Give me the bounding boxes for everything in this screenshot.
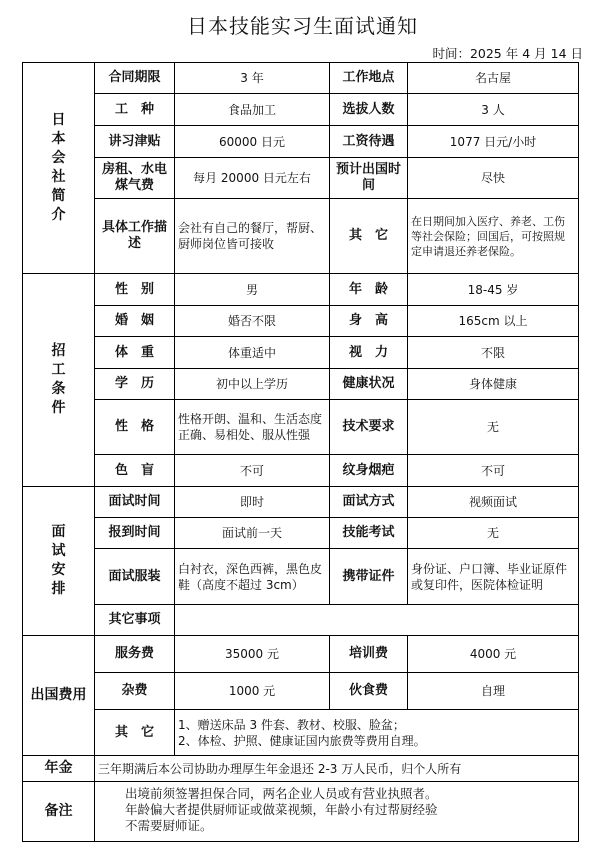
- skill-exam-value: 无: [408, 518, 579, 549]
- job-label: 工 种: [95, 94, 175, 126]
- skill-label: 技术要求: [330, 400, 408, 455]
- notes-line-1: 出境前须签署担保合同，两名企业人员或有营业执照者。: [125, 786, 438, 801]
- marriage-label: 婚 姻: [95, 306, 175, 337]
- documents-value: 身份证、户口簿、毕业证原件或复印件，医院体检证明: [408, 549, 579, 605]
- rent-value: 每月 20000 日元左右: [175, 158, 330, 199]
- wage-label: 工资待遇: [330, 126, 408, 158]
- personality-label: 性 格: [95, 400, 175, 455]
- job-description-value: 会社有自己的餐厅，帮厨、厨师岗位皆可接收: [175, 199, 330, 274]
- count-value: 3 人: [408, 94, 579, 126]
- health-value: 身体健康: [408, 369, 579, 400]
- height-value: 165cm 以上: [408, 306, 579, 337]
- pension-value: 三年期满后本公司协助办理厚生年金退还 2-3 万人民币，归个人所有: [95, 756, 579, 782]
- skill-exam-label: 技能考试: [330, 518, 408, 549]
- fees-other-value: [175, 710, 579, 756]
- personality-value: 性格开朗、温和、生活态度正确、易相处、服从性强: [175, 400, 330, 455]
- pension-label: 年金: [23, 756, 95, 782]
- section-interview: 面试安排: [23, 487, 95, 636]
- training-fee-label: 培训费: [330, 636, 408, 673]
- tattoo-label: 纹身烟疤: [330, 455, 408, 487]
- section-fees: 出国费用: [23, 636, 95, 756]
- location-value: 名古屋: [408, 63, 579, 94]
- notice-table: [22, 62, 579, 842]
- age-label: 年 龄: [330, 274, 408, 306]
- gender-value: 男: [175, 274, 330, 306]
- notice-date: 时间：2025 年 4 月 14 日: [432, 46, 583, 61]
- document-title: 日本技能实习生面试通知: [187, 14, 418, 38]
- job-value: 食品加工: [175, 94, 330, 126]
- fees-other-line-1: 1、赠送床品 3 件套、教材、校服、脸盆；: [178, 717, 405, 732]
- interview-misc-label: 其它事项: [95, 605, 175, 636]
- rent-label: 房租、水电煤气费: [95, 158, 175, 199]
- food-fee-label: 伙食费: [330, 673, 408, 710]
- vision-value: 不限: [408, 337, 579, 369]
- gender-label: 性 别: [95, 274, 175, 306]
- height-label: 身 高: [330, 306, 408, 337]
- vision-label: 视 力: [330, 337, 408, 369]
- interview-misc-value: [175, 605, 579, 636]
- departure-value: 尽快: [408, 158, 579, 199]
- section-company: 日本会社简介: [23, 63, 95, 274]
- notes-line-3: 不需要厨师证。: [125, 818, 213, 833]
- age-value: 18-45 岁: [408, 274, 579, 306]
- notes-value: [95, 782, 579, 842]
- weight-label: 体 重: [95, 337, 175, 369]
- education-value: 初中以上学历: [175, 369, 330, 400]
- dress-code-label: 面试服装: [95, 549, 175, 605]
- misc-fee-label: 杂费: [95, 673, 175, 710]
- weight-value: 体重适中: [175, 337, 330, 369]
- colorblind-value: 不可: [175, 455, 330, 487]
- health-label: 健康状况: [330, 369, 408, 400]
- allowance-label: 讲习津贴: [95, 126, 175, 158]
- contract-label: 合同期限: [95, 63, 175, 94]
- notes-line-2: 年龄偏大者提供厨师证或做菜视频，年龄小有过帮厨经验: [125, 802, 438, 817]
- misc-fee-value: 1000 元: [175, 673, 330, 710]
- training-fee-value: 4000 元: [408, 636, 579, 673]
- interview-method-value: 视频面试: [408, 487, 579, 518]
- colorblind-label: 色 盲: [95, 455, 175, 487]
- food-fee-value: 自理: [408, 673, 579, 710]
- skill-value: 无: [408, 400, 579, 455]
- interview-time-label: 面试时间: [95, 487, 175, 518]
- report-time-value: 面试前一天: [175, 518, 330, 549]
- education-label: 学 历: [95, 369, 175, 400]
- section-requirements: 招工条件: [23, 274, 95, 487]
- dress-code-value: 白衬衣，深色西裤，黑色皮鞋（高度不超过 3cm）: [175, 549, 330, 605]
- job-description-label: 具体工作描述: [95, 199, 175, 274]
- service-fee-value: 35000 元: [175, 636, 330, 673]
- interview-method-label: 面试方式: [330, 487, 408, 518]
- company-other-label: 其 它: [330, 199, 408, 274]
- report-time-label: 报到时间: [95, 518, 175, 549]
- departure-label: 预计出国时间: [330, 158, 408, 199]
- location-label: 工作地点: [330, 63, 408, 94]
- fees-other-line-2: 2、体检、护照、健康证国内旅费等费用自理。: [178, 733, 426, 748]
- wage-value: 1077 日元/小时: [408, 126, 579, 158]
- documents-label: 携带证件: [330, 549, 408, 605]
- fees-other-label: 其 它: [95, 710, 175, 756]
- company-other-value: 在日期间加入医疗、养老、工伤等社会保险；回国后，可按照规定申请退还养老保险。: [408, 199, 579, 274]
- service-fee-label: 服务费: [95, 636, 175, 673]
- marriage-value: 婚否不限: [175, 306, 330, 337]
- contract-value: 3 年: [175, 63, 330, 94]
- allowance-value: 60000 日元: [175, 126, 330, 158]
- interview-time-value: 即时: [175, 487, 330, 518]
- tattoo-value: 不可: [408, 455, 579, 487]
- count-label: 选拔人数: [330, 94, 408, 126]
- notes-label: 备注: [23, 782, 95, 842]
